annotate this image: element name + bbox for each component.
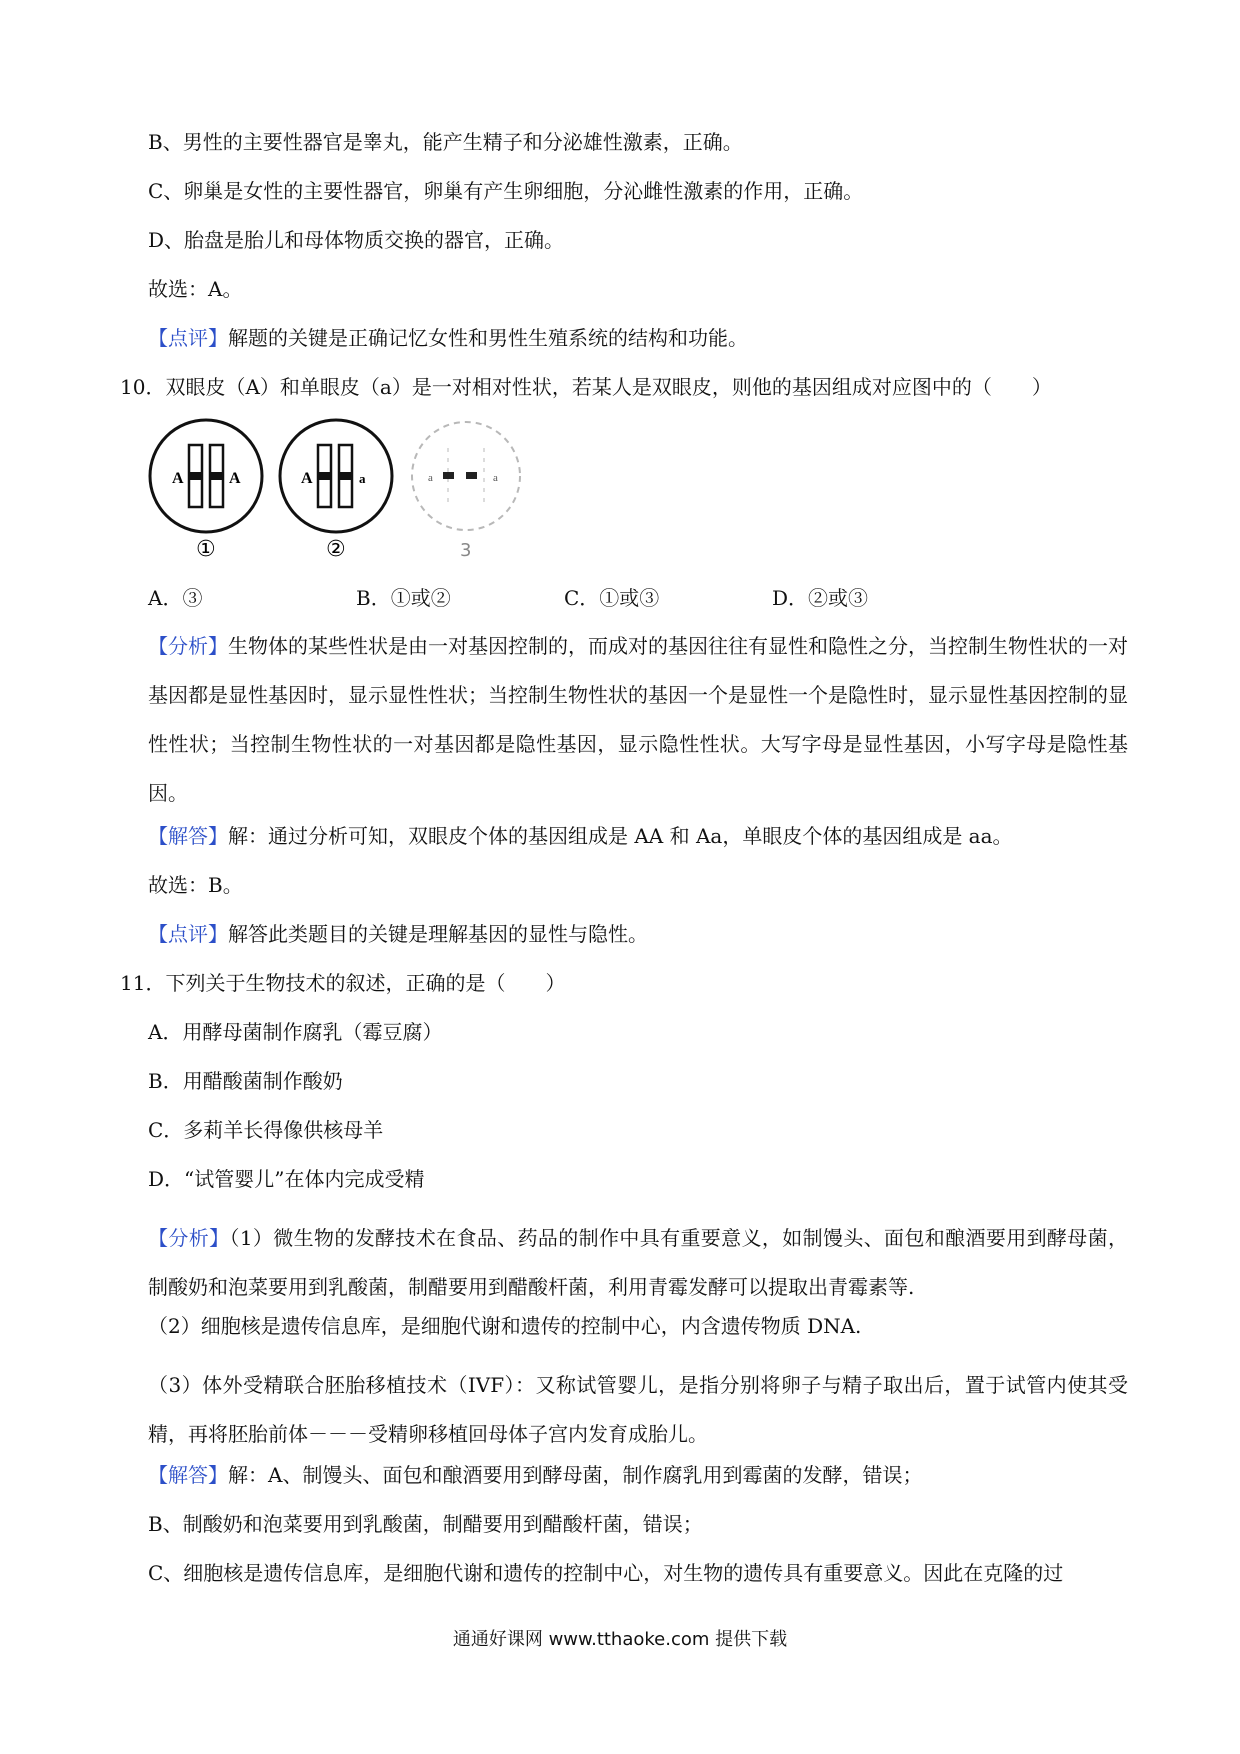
cell-1-gene-mark-left — [189, 472, 202, 480]
q10-options — [148, 584, 908, 614]
q10-option-c: C．①或③ — [564, 586, 660, 610]
q11-analysis-1 — [148, 1214, 1128, 1312]
analysis-tag: 【分析】 — [148, 1226, 230, 1250]
q10-answer: 故选：B。 — [148, 873, 243, 897]
q10-option-b: B．①或② — [356, 586, 451, 610]
q9-option-d-explanation: D、胎盘是胎儿和母体物质交换的器官，正确。 — [148, 228, 565, 252]
cell-2-left-label: A — [301, 470, 313, 487]
cell-1-gene-mark-right — [210, 472, 223, 480]
q11-option-b: B．用醋酸菌制作酸奶 — [148, 1069, 343, 1093]
cell-2-caption: ② — [326, 537, 346, 562]
q9-answer: 故选：A。 — [148, 277, 243, 301]
q11-solution-c: C、细胞核是遗传信息库，是细胞代谢和遗传的控制中心，对生物的遗传具有重要意义。因此在克隆的过 — [148, 1561, 1064, 1585]
q10-option-a: A．③ — [148, 586, 203, 610]
cell-3-gene-mark-left — [443, 472, 454, 479]
solution-tag: 【解答】 — [148, 1463, 228, 1487]
q11-stem: 11．下列关于生物技术的叙述，正确的是（ ） — [120, 971, 566, 995]
cell-3-right-label: a — [493, 472, 498, 484]
cell-2 — [280, 420, 392, 562]
q11-option-d: D．“试管婴儿”在体内完成受精 — [148, 1167, 425, 1191]
cell-1-left-label: A — [172, 470, 184, 487]
solution-text: 解：A、制馒头、面包和酿酒要用到酵母菌，制作腐乳用到霉菌的发酵，错误； — [228, 1463, 923, 1487]
cell-1-right-label: A — [229, 470, 241, 487]
page-footer: 通通好课网 www.tthaoke.com 提供下载 — [452, 1629, 788, 1650]
review-text: 解答此类题目的关键是理解基因的显性与隐性。 — [228, 922, 648, 946]
cell-1-membrane — [150, 420, 262, 532]
analysis-tag: 【分析】 — [148, 634, 228, 658]
review-tag: 【点评】 — [148, 326, 228, 350]
q11-solution-b: B、制酸奶和泡菜要用到乳酸菌，制醋要用到醋酸杆菌，错误； — [148, 1512, 703, 1536]
cell-3-gene-mark-right — [466, 472, 477, 479]
cell-3 — [412, 422, 520, 561]
chromosome-figure — [148, 408, 528, 568]
cell-3-caption: 3 — [460, 540, 472, 561]
q10-option-d: D．②或③ — [772, 586, 869, 610]
review-text: 解题的关键是正确记忆女性和男性生殖系统的结构和功能。 — [228, 326, 748, 350]
q11-solution-a — [148, 1461, 922, 1489]
q9-review — [148, 324, 748, 352]
q11-analysis-3: （3）体外受精联合胚胎移植技术（IVF）：又称试管婴儿，是指分别将卵子与精子取出后，置于试管内使其受精，再将胚胎前体－－－受精卵移植回母体子宫内发育成胎儿。 — [148, 1373, 1128, 1446]
cell-2-gene-mark-right — [339, 472, 352, 480]
q9-option-c-explanation: C、卵巢是女性的主要性器官，卵巢有产生卵细胞，分沁雌性激素的作用，正确。 — [148, 179, 864, 203]
q11-option-a: A．用酵母菌制作腐乳（霉豆腐） — [148, 1020, 443, 1044]
q10-review — [148, 920, 648, 948]
q10-analysis — [148, 622, 1128, 818]
analysis-text: 生物体的某些性状是由一对基因控制的，而成对的基因往往有显性和隐性之分，当控制生物性状的一对基因都是显性基因时，显示显性性状；当控制生物性状的基因一个是显性一个是隐性时，显示显性基因控制的显性性状；当控制生物性状的一对基因都是隐性基因，显示隐性性状。大写字母是显性基因，小写字母是隐性基因。 — [148, 634, 1128, 805]
cell-1 — [150, 420, 262, 562]
analysis-text: （1）微生物的发酵技术在食品、药品的制作中具有重要意义，如制馒头、面包和酿酒要用到酵母菌，制酸奶和泡菜要用到乳酸菌，制醋要用到醋酸杆菌，利用青霉发酵可以提取出青霉素等. — [148, 1226, 1129, 1299]
solution-tag: 【解答】 — [148, 824, 228, 848]
cell-2-membrane — [280, 420, 392, 532]
q11-option-c: C．多莉羊长得像供核母羊 — [148, 1118, 384, 1142]
cell-2-gene-mark-left — [318, 472, 331, 480]
q10-solution — [148, 822, 1013, 850]
cell-1-caption: ① — [196, 537, 216, 562]
cell-3-left-label: a — [428, 472, 433, 484]
q9-option-b-explanation: B、男性的主要性器官是睾丸，能产生精子和分泌雄性激素，正确。 — [148, 130, 743, 154]
review-tag: 【点评】 — [148, 922, 228, 946]
q10-stem: 10．双眼皮（A）和单眼皮（a）是一对相对性状，若某人是双眼皮，则他的基因组成对应图中的（ ） — [120, 375, 1052, 399]
q11-analysis-2: （2）细胞核是遗传信息库，是细胞代谢和遗传的控制中心，内含遗传物质 DNA. — [148, 1314, 862, 1338]
cell-2-right-label: a — [359, 471, 366, 486]
solution-text: 解：通过分析可知，双眼皮个体的基因组成是 AA 和 Aa，单眼皮个体的基因组成是 aa。 — [228, 824, 1013, 848]
